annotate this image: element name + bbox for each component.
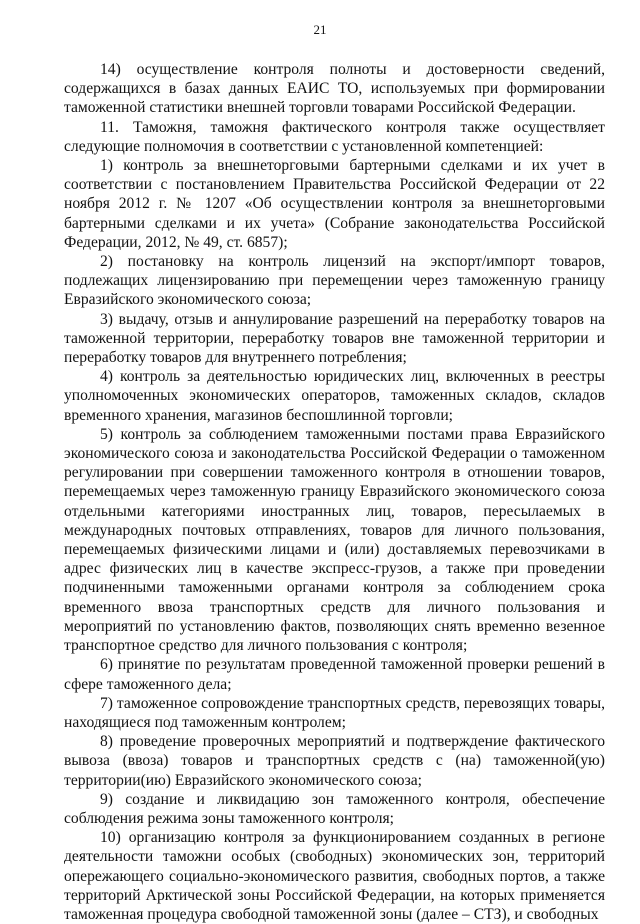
paragraph-item-10: 10) организацию контроля за функционированием созданных в регионе деятельности таможни особых (свободных) экономических зон, территорий опережающего социально-экономического развития, свободных портов, а также территорий Арктической зоны Российской Федерации, на которых применяется таможенная процедура свободной таможенной зоны (далее – СТЗ), и свободных — [64, 829, 605, 923]
paragraph-item-8: 8) проведение проверочных мероприятий и подтверждение фактического вывоза (ввоза) товаров и транспортных средств с (на) таможенной(ую) территории(ию) Евразийского экономического союза; — [64, 733, 605, 789]
paragraph-item-3: 3) выдачу, отзыв и аннулирование разрешений на переработку товаров на таможенной территории, переработку товаров вне таможенной территории и переработку товаров для внутреннего потребления; — [64, 310, 605, 367]
paragraph-item-9: 9) создание и ликвидацию зон таможенного контроля, обеспечение соблюдения режима зоны таможенного контроля; — [64, 790, 605, 827]
document-body — [64, 60, 605, 924]
paragraph-item-4: 4) контроль за деятельностью юридических лиц, включенных в реестры уполномоченных экономических операторов, таможенных складов, складов временного хранения, магазинов беспошлинной торговли; — [64, 368, 605, 424]
paragraph-item-5: 5) контроль за соблюдением таможенными постами права Евразийского экономического союза и законодательства Российской Федерации о таможенном регулировании при совершении таможенного контроля в отношении товаров, перемещаемых через таможенную границу Евразийского экономического союза отдельными категориями иностранных лиц, товаров, пересылаемых в международных почтовых отправлениях, товаров для личного пользования, перемещаемых физическими лицами и (или) доставляемых перевозчиками в адрес физических лиц в качестве экспресс-грузов, а также при проведении подчиненными таможенными органами контроля за соблюдением срока временного ввоза транспортных средств для личного пользования и мероприятий по установлению фактов, позволяющих снять временно везенное транспортное средство для личного пользования с контроля; — [64, 425, 605, 655]
paragraph-item-2: 2) постановку на контроль лицензий на экспорт/импорт товаров, подлежащих лицензированию при перемещении через таможенную границу Евразийского экономического союза; — [64, 253, 605, 309]
paragraph-item-7: 7) таможенное сопровождение транспортных средств, перевозящих товары, находящиеся под таможенным контролем; — [64, 694, 605, 731]
paragraph-item-14: 14) осуществление контроля полноты и достоверности сведений, содержащихся в базах данных ЕАИС ТО, используемых при формировании таможенной статистики внешней торговли товарами Российской Федерации. — [64, 61, 605, 117]
page-number: 21 — [313, 22, 327, 37]
paragraph-item-6: 6) принятие по результатам проведенной таможенной проверки решений в сфере таможенного дела; — [64, 656, 605, 693]
paragraph-section-11: 11. Таможня, таможня фактического контроля также осуществляет следующие полномочия в соответствии с установленной компетенцией: — [64, 118, 605, 155]
paragraph-item-1: 1) контроль за внешнеторговыми бартерными сделками и их учет в соответствии с постановлением Правительства Российской Федерации от 22 ноября 2012 г. № 1207 «Об осуществлении контроля за внешнеторговыми бартерными сделками и их учета» (Собрание законодательства Российской Федерации, 2012, № 49, ст. 6857); — [64, 157, 605, 251]
